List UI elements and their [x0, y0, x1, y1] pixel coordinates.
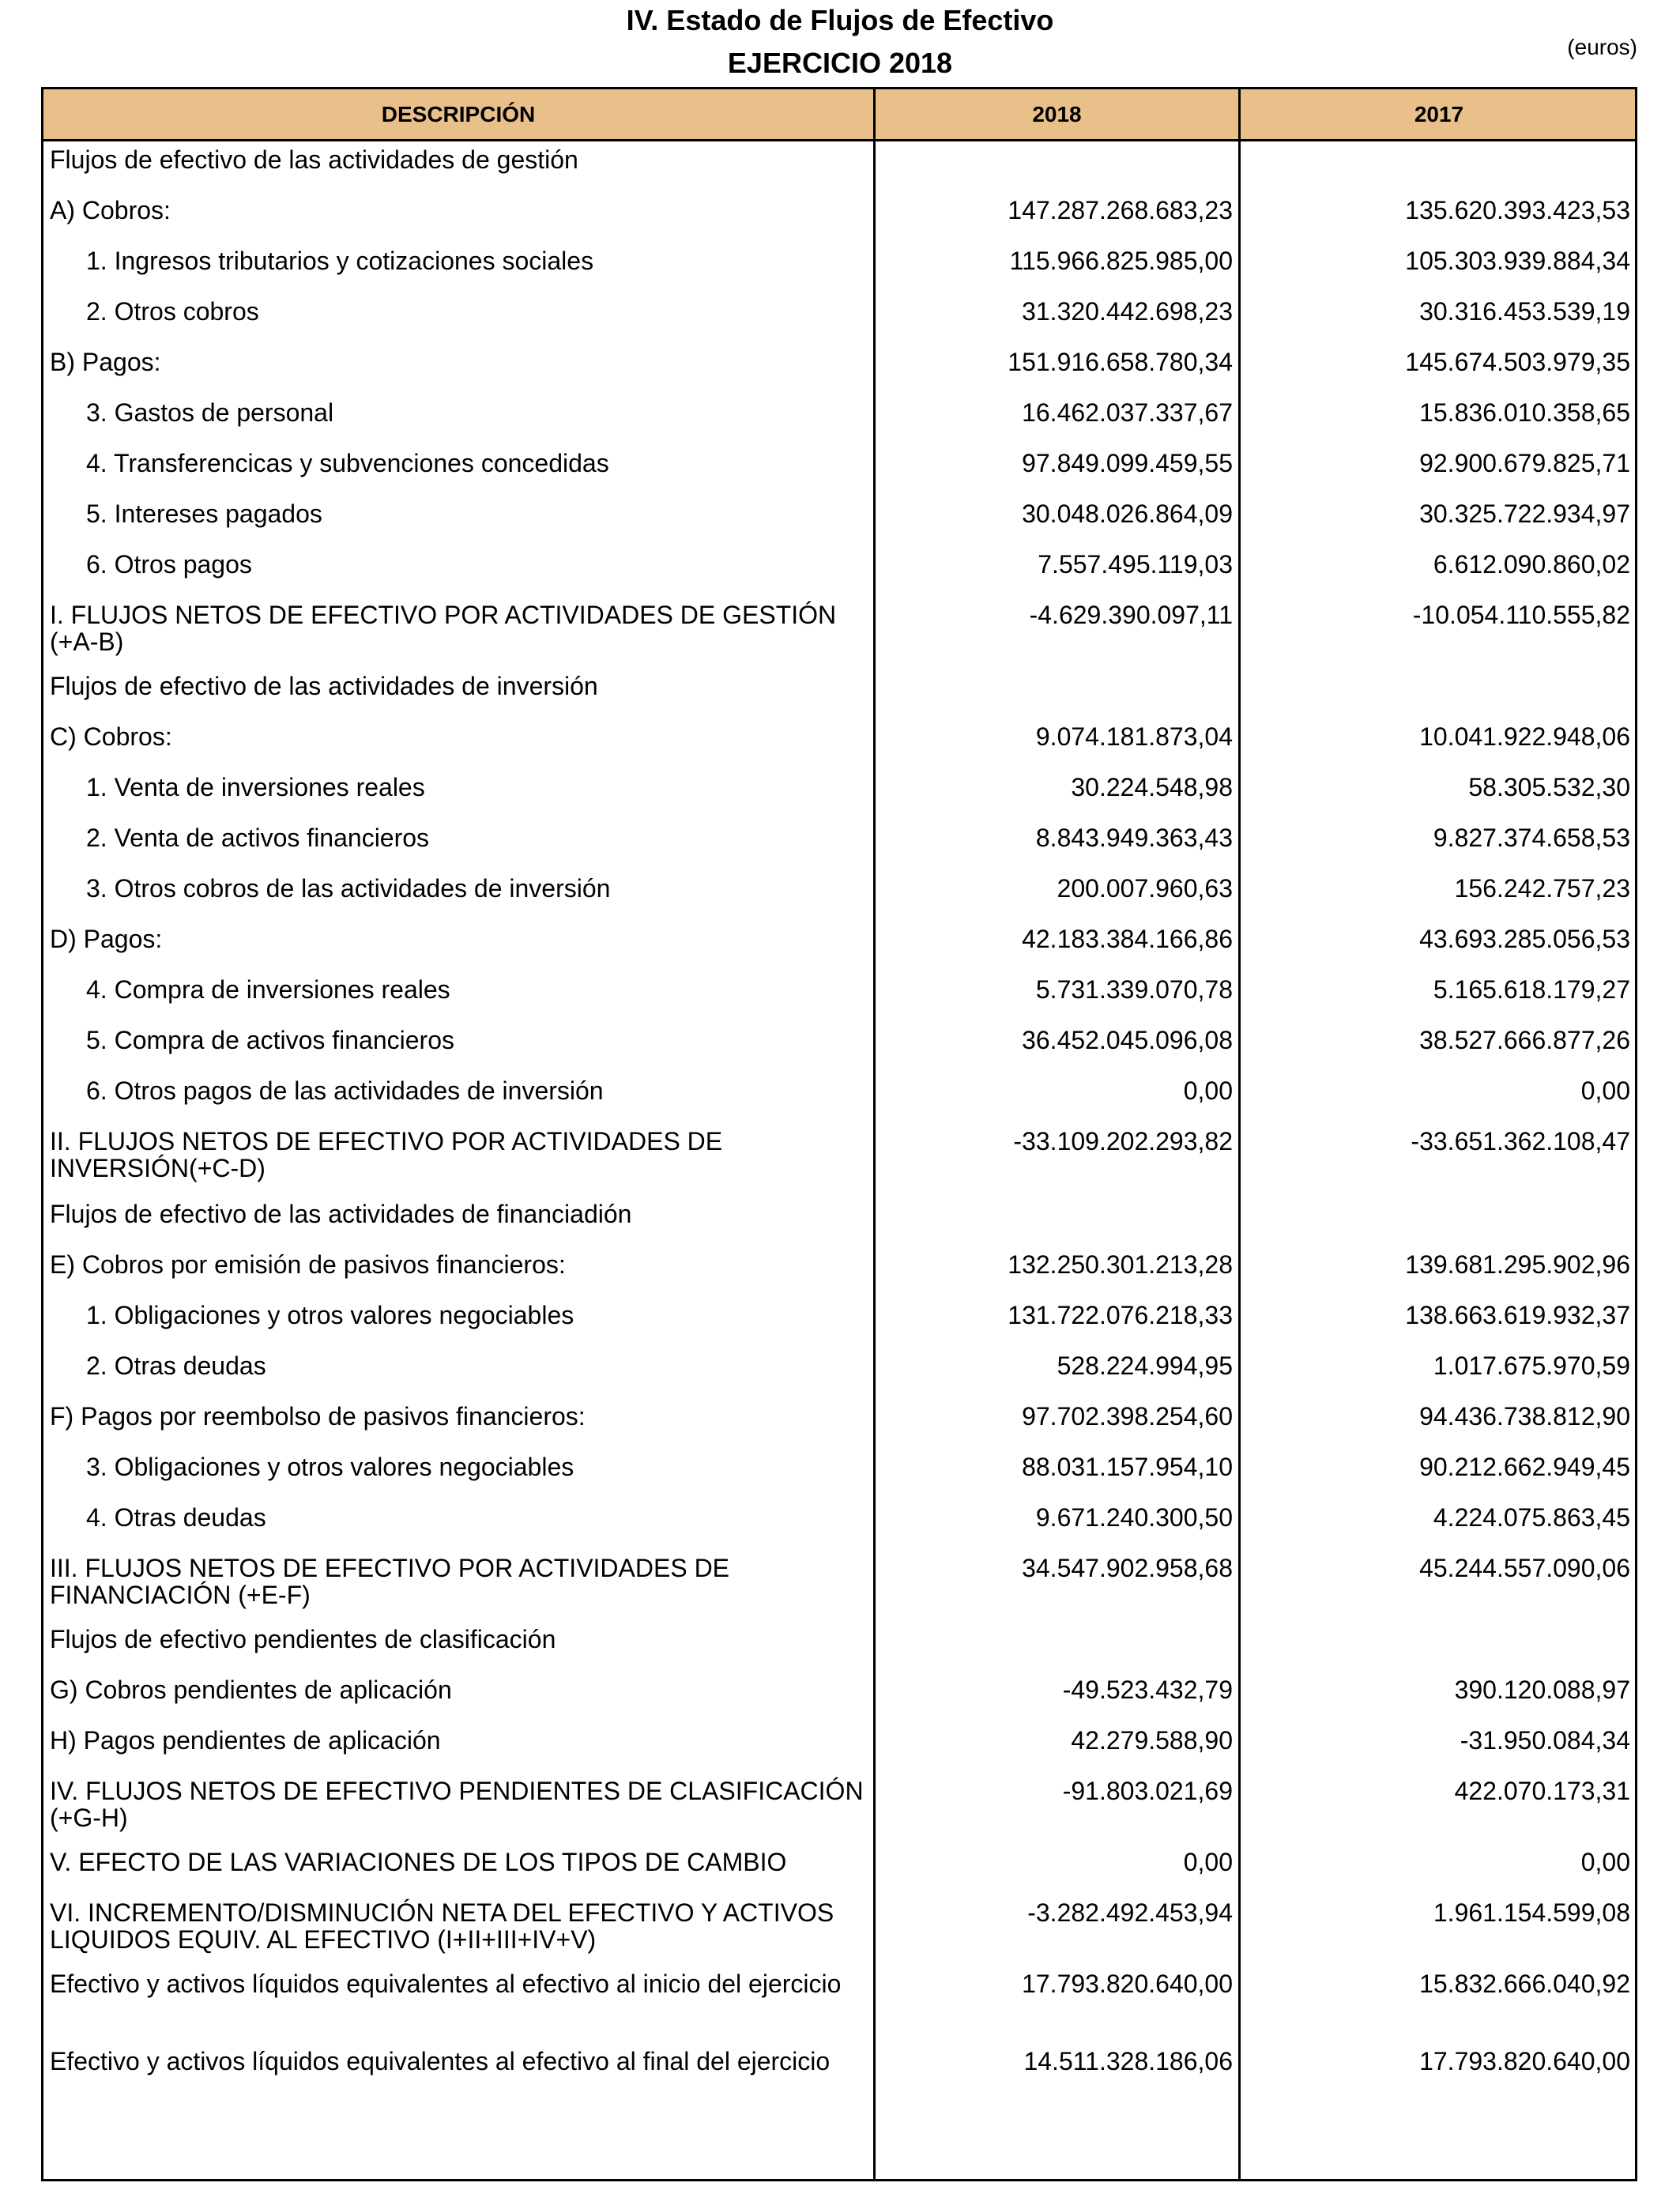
row-description: Efectivo y activos líquidos equivalentes al efectivo al final del ejercicio	[50, 2047, 831, 2075]
row-description: 4. Transferencicas y subvenciones concedidas	[86, 449, 609, 477]
row-description: C) Cobros:	[50, 722, 172, 751]
value-2017: 17.793.820.640,00	[1419, 2047, 1630, 2075]
row-description: 5. Intereses pagados	[86, 499, 322, 528]
value-2018: 34.547.902.958,68	[1022, 1554, 1233, 1582]
value-2017: 45.244.557.090,06	[1419, 1554, 1630, 1582]
value-2018: 5.731.339.070,78	[1035, 975, 1233, 1004]
column-header-2018: 2018	[1032, 101, 1082, 126]
value-2017: 6.612.090.860,02	[1433, 550, 1630, 579]
value-2018: 132.250.301.213,28	[1008, 1250, 1233, 1279]
value-2017: 43.693.285.056,53	[1419, 925, 1630, 953]
currency-units: (euros)	[1567, 35, 1637, 59]
row-description: 1. Ingresos tributarios y cotizaciones sociales	[86, 247, 594, 275]
row-description: G) Cobros pendientes de aplicación	[50, 1676, 452, 1704]
value-2018: 200.007.960,63	[1057, 874, 1233, 903]
row-description: 4. Otras deudas	[86, 1503, 266, 1532]
value-2018: 30.048.026.864,09	[1022, 499, 1233, 528]
value-2017: 10.041.922.948,06	[1419, 722, 1630, 751]
value-2018: 17.793.820.640,00	[1022, 1970, 1233, 1998]
row-description: 2. Otros cobros	[86, 297, 259, 326]
row-description: 2. Otras deudas	[86, 1351, 266, 1380]
statement-title: IV. Estado de Flujos de Efectivo	[626, 4, 1054, 36]
value-2018: 30.224.548,98	[1071, 773, 1233, 801]
value-2018: -91.803.021,69	[1062, 1777, 1233, 1805]
value-2018: 131.722.076.218,33	[1008, 1301, 1233, 1329]
value-2017: 9.827.374.658,53	[1433, 824, 1630, 852]
row-description: V. EFECTO DE LAS VARIACIONES DE LOS TIPOS DE CAMBIO	[50, 1848, 787, 1876]
value-2018: 528.224.994,95	[1057, 1351, 1233, 1380]
row-description: Flujos de efectivo de las actividades de inversión	[50, 672, 598, 700]
column-divider	[873, 89, 876, 2179]
value-2018: 97.849.099.459,55	[1022, 449, 1233, 477]
table-header	[43, 89, 1635, 141]
value-2017: -31.950.084,34	[1460, 1726, 1630, 1755]
value-2018: 16.462.037.337,67	[1022, 398, 1233, 427]
row-description: 1. Obligaciones y otros valores negociables	[86, 1301, 574, 1329]
row-description: Flujos de efectivo de las actividades de gestión	[50, 145, 578, 174]
value-2017: 156.242.757,23	[1454, 874, 1630, 903]
value-2018: -3.282.492.453,94	[1027, 1898, 1233, 1927]
value-2018: 151.916.658.780,34	[1008, 348, 1233, 376]
value-2017: 30.316.453.539,19	[1419, 297, 1630, 326]
value-2017: 0,00	[1580, 1848, 1630, 1876]
row-description: D) Pagos:	[50, 925, 163, 953]
value-2018: 88.031.157.954,10	[1022, 1453, 1233, 1481]
value-2017: -10.054.110.555,82	[1412, 601, 1630, 629]
row-description: 4. Compra de inversiones reales	[86, 975, 450, 1004]
fiscal-year-subtitle: EJERCICIO 2018	[727, 47, 953, 79]
value-2018: 42.183.384.166,86	[1022, 925, 1233, 953]
row-description: Flujos de efectivo de las actividades de financiadión	[50, 1200, 632, 1228]
value-2017: 0,00	[1580, 1076, 1630, 1105]
row-description: III. FLUJOS NETOS DE EFECTIVO POR ACTIVIDADES DE FINANCIACIÓN (+E-F)	[50, 1554, 730, 1609]
cash-flow-table	[41, 87, 1637, 2181]
column-header-description: DESCRIPCIÓN	[381, 101, 536, 126]
value-2018: 36.452.045.096,08	[1022, 1026, 1233, 1054]
row-description: VI. INCREMENTO/DISMINUCIÓN NETA DEL EFECTIVO Y ACTIVOS LIQUIDOS EQUIV. AL EFECTIVO (I+II+III+IV+V)	[50, 1898, 834, 1954]
value-2018: 42.279.588,90	[1071, 1726, 1233, 1755]
value-2017: 5.165.618.179,27	[1433, 975, 1630, 1004]
row-description: A) Cobros:	[50, 196, 171, 224]
row-description: 3. Gastos de personal	[86, 398, 334, 427]
row-description: 2. Venta de activos financieros	[86, 824, 430, 852]
row-description: 1. Venta de inversiones reales	[86, 773, 425, 801]
value-2018: -49.523.432,79	[1062, 1676, 1233, 1704]
value-2017: -33.651.362.108,47	[1411, 1127, 1630, 1155]
row-description: 3. Obligaciones y otros valores negociables	[86, 1453, 574, 1481]
row-description: 5. Compra de activos financieros	[86, 1026, 454, 1054]
row-description: 6. Otros pagos de las actividades de inversión	[86, 1076, 604, 1105]
value-2018: 8.843.949.363,43	[1035, 824, 1233, 852]
row-description: 3. Otros cobros de las actividades de inversión	[86, 874, 611, 903]
row-description: F) Pagos por reembolso de pasivos financieros:	[50, 1402, 586, 1431]
value-2017: 38.527.666.877,26	[1419, 1026, 1630, 1054]
value-2017: 58.305.532,30	[1468, 773, 1630, 801]
row-description: H) Pagos pendientes de aplicación	[50, 1726, 441, 1755]
value-2017: 92.900.679.825,71	[1419, 449, 1630, 477]
value-2017: 105.303.939.884,34	[1405, 247, 1630, 275]
value-2017: 30.325.722.934,97	[1419, 499, 1630, 528]
value-2017: 390.120.088,97	[1454, 1676, 1630, 1704]
value-2018: -4.629.390.097,11	[1029, 601, 1233, 629]
row-description: E) Cobros por emisión de pasivos financieros:	[50, 1250, 566, 1279]
column-divider	[1238, 89, 1241, 2179]
value-2017: 1.961.154.599,08	[1433, 1898, 1630, 1927]
value-2017: 139.681.295.902,96	[1405, 1250, 1630, 1279]
value-2017: 15.836.010.358,65	[1419, 398, 1630, 427]
row-description: 6. Otros pagos	[86, 550, 252, 579]
value-2018: 7.557.495.119,03	[1038, 550, 1233, 579]
value-2018: 9.074.181.873,04	[1035, 722, 1233, 751]
row-description: I. FLUJOS NETOS DE EFECTIVO POR ACTIVIDADES DE GESTIÓN (+A-B)	[50, 601, 837, 656]
value-2017: 94.436.738.812,90	[1419, 1402, 1630, 1431]
value-2017: 15.832.666.040,92	[1419, 1970, 1630, 1998]
value-2017: 1.017.675.970,59	[1433, 1351, 1630, 1380]
column-header-2017: 2017	[1414, 101, 1464, 126]
value-2018: 0,00	[1183, 1848, 1233, 1876]
value-2018: 9.671.240.300,50	[1035, 1503, 1233, 1532]
row-description: IV. FLUJOS NETOS DE EFECTIVO PENDIENTES DE CLASIFICACIÓN (+G-H)	[50, 1777, 864, 1832]
row-description: B) Pagos:	[50, 348, 161, 376]
value-2018: 115.966.825.985,00	[1009, 247, 1233, 275]
value-2018: 0,00	[1183, 1076, 1233, 1105]
row-description: Efectivo y activos líquidos equivalentes al efectivo al inicio del ejercicio	[50, 1970, 842, 1998]
value-2017: 422.070.173,31	[1454, 1777, 1630, 1805]
value-2017: 90.212.662.949,45	[1419, 1453, 1630, 1481]
value-2018: 147.287.268.683,23	[1008, 196, 1233, 224]
row-description: II. FLUJOS NETOS DE EFECTIVO POR ACTIVIDADES DE INVERSIÓN(+C-D)	[50, 1127, 723, 1182]
value-2017: 145.674.503.979,35	[1405, 348, 1630, 376]
value-2017: 135.620.393.423,53	[1405, 196, 1630, 224]
value-2017: 4.224.075.863,45	[1433, 1503, 1630, 1532]
row-description: Flujos de efectivo pendientes de clasificación	[50, 1625, 556, 1653]
value-2017: 138.663.619.932,37	[1405, 1301, 1630, 1329]
value-2018: -33.109.202.293,82	[1013, 1127, 1233, 1155]
value-2018: 31.320.442.698,23	[1022, 297, 1233, 326]
value-2018: 97.702.398.254,60	[1022, 1402, 1233, 1431]
value-2018: 14.511.328.186,06	[1023, 2047, 1233, 2075]
